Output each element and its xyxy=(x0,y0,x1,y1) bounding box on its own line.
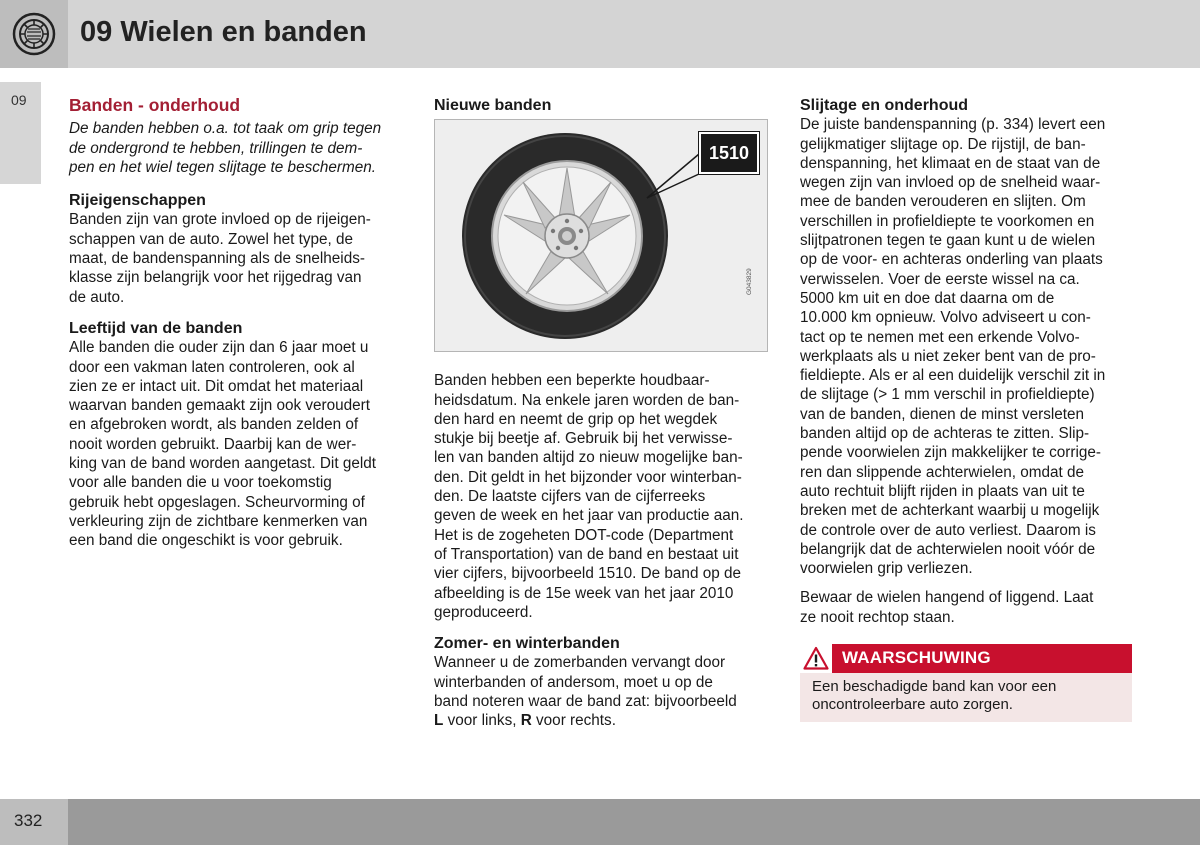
text-line: king van de band worden aangetast. Dit geldt xyxy=(69,455,376,473)
section-title: Banden - onderhoud xyxy=(69,95,241,115)
text-line: zien ze er intact uit. Dit omdat het materiaal xyxy=(69,377,364,395)
text-line: Alle banden die ouder zijn dan 6 jaar moet u xyxy=(69,339,369,357)
subheading-slijtage: Slijtage en onderhoud xyxy=(800,97,969,114)
warning-triangle-icon xyxy=(803,646,829,671)
text-line: de ondergrond te hebben, trillingen te dem- xyxy=(69,139,363,157)
wheel-figure xyxy=(434,119,768,352)
text-line: pen en het wiel tegen slijtage te beschermen. xyxy=(69,158,376,176)
subheading-zomer-winter: Zomer- en winterbanden xyxy=(434,635,620,653)
text-line: auto rechtuit blijft rijden in plaats van uit te xyxy=(800,482,1085,500)
warning-box xyxy=(800,644,1132,722)
text-line: door een vakman laten controleren, ook al xyxy=(69,358,355,376)
text-line: tact op te nemen met een erkende Volvo- xyxy=(800,328,1080,346)
page-number: 332 xyxy=(14,811,43,830)
column-left xyxy=(69,96,409,551)
text-line: voor alle banden die u voor toekomstig xyxy=(69,474,332,492)
column-middle xyxy=(434,96,769,731)
right-marker: R xyxy=(520,712,532,730)
text-line: verschillen in profieldiepte te voorkomen en xyxy=(800,212,1095,230)
text-line: Banden zijn van grote invloed op de rijeigen- xyxy=(69,211,371,229)
text-line: gebruik hebt opgeslagen. Scheurvorming of xyxy=(69,493,365,511)
text-line: stukje bij beetje af. Gebruik bij het verwisse- xyxy=(434,430,733,448)
dot-code-label: 1510 xyxy=(699,132,759,174)
text-line: gelijkmatiger slijtage op. De rijstijl, de ban- xyxy=(800,135,1086,153)
text-line: banden altijd op de achteras te zitten. Slip- xyxy=(800,425,1090,443)
text-line: oncontroleerbare auto zorgen. xyxy=(812,695,1013,713)
text-line: Het is de zogeheten DOT-code (Department xyxy=(434,526,734,544)
text-line: fieldiepte. Als er al een duidelijk verschil zit in xyxy=(800,367,1106,385)
text-line xyxy=(434,711,769,730)
text-line: de slijtage (> 1 mm verschil in profieldiepte) xyxy=(800,386,1095,404)
figure-id: G043829 xyxy=(746,268,753,296)
text-line: heidsdatum. Na enkele jaren worden de ban- xyxy=(434,391,740,409)
text-line: ren dan slippende achterwielen, omdat de xyxy=(800,463,1085,481)
text-line: en afgebroken wordt, als banden zelden of xyxy=(69,416,359,434)
text-line: band noteren waar de band zat: bijvoorbeeld xyxy=(434,693,737,711)
text-line: De juiste bandenspanning (p. 334) levert een xyxy=(800,116,1106,134)
text-line: verwisselen. Voer de eerste wissel na ca. xyxy=(800,270,1080,288)
subheading-leeftijd: Leeftijd van de banden xyxy=(69,319,243,337)
page-title: 09 Wielen en banden xyxy=(80,16,367,48)
text-line: waarvan banden gemaakt zijn ook veroudert xyxy=(69,397,371,415)
text-line: den. De laatste cijfers van de cijferreeks xyxy=(434,488,706,506)
paragraph-slijtage xyxy=(800,115,1135,578)
text-line: 10.000 km opnieuw. Volvo adviseert u con- xyxy=(800,309,1091,327)
text-line: op de voor- en achteras onderling van plaats xyxy=(800,251,1103,269)
text-line: van de banden, dienen de minst versleten xyxy=(800,405,1085,423)
paragraph-leeftijd xyxy=(69,338,409,550)
text-line: len van banden altijd zo nieuw mogelijke ban- xyxy=(434,449,743,467)
text-line: denspanning, het klimaat en de staat van de xyxy=(800,154,1101,172)
text-line: verkleuring zijn de zichtbare kenmerken van xyxy=(69,512,368,530)
text-line: maat, de bandenspanning als de snelheids- xyxy=(69,250,365,268)
paragraph-bewaar xyxy=(800,588,1135,627)
text-line: slijtpatronen tegen te gaan kunt u de wielen xyxy=(800,232,1096,250)
text-line: pende voorwielen zijn makkelijker te corrige- xyxy=(800,444,1101,462)
text-line: nooit worden gebruikt. Daarbij kan de wer- xyxy=(69,435,357,453)
text-line: of Transportation) van de band en bestaat uit xyxy=(434,545,739,563)
text-line: wegen zijn van invloed op de snelheid waar- xyxy=(800,174,1101,192)
text-line: Banden hebben een beperkte houdbaar- xyxy=(434,372,710,390)
text-line: de controle over de auto verliest. Daarom is xyxy=(800,521,1096,539)
warning-icon-box xyxy=(800,644,832,673)
text-line: winterbanden of andersom, moet u op de xyxy=(434,673,713,691)
text-line: geven de week en het jaar van productie aan. xyxy=(434,507,744,525)
text-line: Bewaar de wielen hangend of liggend. Laat xyxy=(800,589,1094,607)
text-line: geproduceerd. xyxy=(434,603,533,621)
header-icon-box xyxy=(0,0,68,68)
warning-title: WAARSCHUWING xyxy=(842,648,991,668)
column-right xyxy=(800,96,1135,722)
page-number-box xyxy=(0,799,68,845)
paragraph-rijeigenschappen xyxy=(69,210,409,306)
text-line: schappen van de auto. Zowel het type, de xyxy=(69,230,354,248)
text-line: Een beschadigde band kan voor een xyxy=(812,678,1057,696)
paragraph-nieuwe-banden xyxy=(434,371,769,622)
page-header xyxy=(0,0,1200,68)
paragraph-zomer-winter xyxy=(434,653,769,730)
text-line: breken met de achterkant waarbij u mogelijk xyxy=(800,502,1100,520)
text-line: afbeelding is de 15e week van het jaar 2010 xyxy=(434,584,734,602)
text-line: klasse zijn belangrijk voor het rijgedrag van xyxy=(69,269,362,287)
text-line: 5000 km uit en doe dat daarna om de xyxy=(800,289,1055,307)
text-line: den. Dit geldt in het bijzonder voor winterban- xyxy=(434,468,742,486)
text-line: een band die ongeschikt is voor gebruik. xyxy=(69,532,343,550)
text-line: mee de banden verouderen en slijten. Om xyxy=(800,193,1086,211)
chapter-tab-label: 09 xyxy=(11,92,27,108)
subheading-nieuwe-banden: Nieuwe banden xyxy=(434,97,552,114)
text-line: De banden hebben o.a. tot taak om grip tegen xyxy=(69,120,382,138)
warning-body xyxy=(800,673,1132,722)
text-line: vier cijfers, bijvoorbeeld 1510. De band op de xyxy=(434,565,741,583)
subheading-rijeigenschappen: Rijeigenschappen xyxy=(69,192,206,210)
text-line: werkplaats als u niet zeker bent van de pro- xyxy=(800,347,1096,365)
text-line: voorwielen grip verliezen. xyxy=(800,560,973,578)
warning-header xyxy=(800,644,1132,673)
tire-icon xyxy=(12,12,56,56)
text-line: de auto. xyxy=(69,288,125,306)
text-fragment: voor links, xyxy=(443,712,521,730)
intro-paragraph xyxy=(69,119,409,177)
text-line: belangrijk dat de achterwielen nooit vóór de xyxy=(800,540,1096,558)
text-line: ze nooit rechtop staan. xyxy=(800,608,955,626)
page-footer xyxy=(0,799,1200,845)
text-line: Wanneer u de zomerbanden vervangt door xyxy=(434,654,726,672)
left-marker: L xyxy=(434,712,444,730)
text-fragment: voor rechts. xyxy=(531,712,616,730)
text-line: den hard en neemt de grip op het wegdek xyxy=(434,410,718,428)
